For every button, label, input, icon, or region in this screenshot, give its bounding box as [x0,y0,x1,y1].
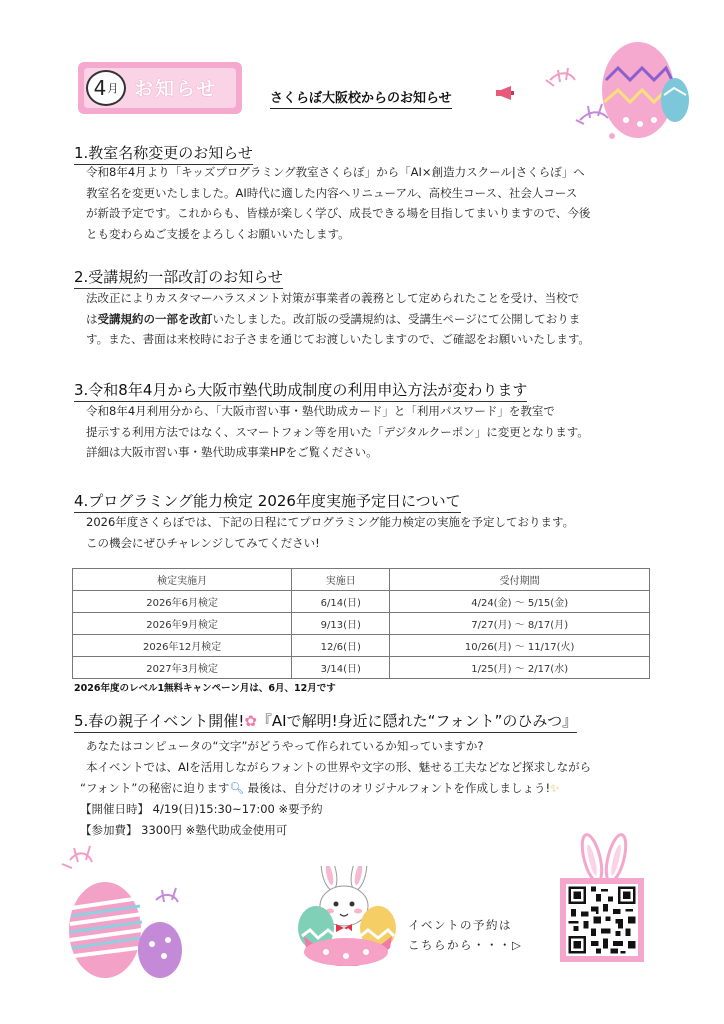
table-cell: 2026年12月検定 [73,635,292,657]
table-header: 検定実施月 [73,569,292,591]
table-row [73,613,650,635]
table-header: 実施日 [292,569,390,591]
section-2-body [86,288,590,350]
section-2-line: 法改正によりカスタマーハラスメント対策が事業者の義務として定められたことを受け、当校で [86,291,580,305]
table-cell: 7/27(月) ～ 8/17(月) [390,613,650,635]
event-datetime: 【開催日時】 4/19(日)15:30~17:00 ※要予約 [80,802,323,816]
section-1-body [86,162,590,244]
section-3-title: 3.令和8年4月から大阪市塾代助成制度の利用申込方法が変わります [74,379,527,402]
easter-eggs-decoration-top [540,40,690,150]
section-2-line: す。また、書面は来校時にお子さまを通じてお渡しいたしますので、ご確認をお願いいたします。 [86,332,590,346]
table-row [73,657,650,679]
section-3-line: 令和8年4月利用分から、「大阪市習い事・塾代助成カード」と「利用パスワード」を教室で [86,404,555,418]
section-1-line: 教室名を変更いたしました。AI時代に適した内容へリニューアル、高校生コース、社会人コース [86,185,578,200]
qr-code[interactable] [566,884,638,956]
month-unit: 月 [107,82,119,95]
table-cell: 2027年3月検定 [73,657,292,679]
table-header-row [73,569,650,591]
reservation-line: イベントの予約は [408,918,512,932]
table-row [73,591,650,613]
section-1-title: 1.教室名称変更のお知らせ [74,142,253,165]
month-number: 4 [93,76,107,100]
section-1-line: とも変わらぬご支援をよろしくお願いいたします。 [86,226,350,241]
schedule-table [72,568,650,679]
table-cell: 3/14(日) [292,657,390,679]
page-title: お知らせ [134,78,218,100]
campaign-note: 2026年度のレベル1無料キャンペーン月は、6月、12月です [74,683,336,694]
table-header: 受付期間 [390,569,650,591]
month-circle [86,70,126,106]
table-cell: 4/24(金) ～ 5/15(金) [390,591,650,613]
section-1-line: が新設予定です。これからも、皆様が楽しく学び、成長できる場を目指してまいりますので、今後 [86,206,591,220]
event-line: 本イベントでは、AIを活用しながらフォントの世界や文字の形、魅せる工夫などなど探求しながら [86,760,592,774]
bunny-egg-illustration [296,866,400,966]
reservation-text [408,915,522,955]
sakura-icon: ✿ [244,712,257,730]
section-4-line: 2026年度さくらぼでは、下記の日程にてプログラミング能力検定の実施を予定しております。 [86,515,575,529]
section-3-line: 提示する利用方法ではなく、スマートフォン等を用いた「デジタルクーポン」に変更となります。 [86,424,589,439]
reservation-line: こちらから・・・▷ [408,938,523,952]
section-2-line: は受講規約の一部を改訂いたしました。改訂版の受講規約は、受講生ページにて公開しておりま [86,311,581,326]
table-cell: 12/6(日) [292,635,390,657]
megaphone-icon [495,86,515,100]
table-row [73,635,650,657]
table-cell: 1/25(月) ～ 2/17(水) [390,657,650,679]
easter-eggs-decoration-bottom [60,840,200,980]
table-cell: 2026年9月検定 [73,613,292,635]
sparkle-icon: ✨︎ [550,781,560,795]
magnifier-icon: 🔍︎ [229,781,244,795]
bunny-ears-decoration [576,832,632,884]
section-2-title: 2.受講規約一部改訂のお知らせ [74,266,283,289]
table-cell: 9/13(日) [292,613,390,635]
section-5-title: 5.春の親子イベント開催!✿『AIで解明!身近に隠れた“フォント”のひみつ』 [74,710,577,733]
section-4-title: 4.プログラミング能力検定 2026年度実施予定日について [74,490,461,513]
event-body [80,736,592,841]
section-3-body [86,401,589,463]
section-4-body [86,512,574,553]
event-line: あなたはコンピュータの“文字”がどうやって作られているか知っていますか? [86,739,484,753]
event-fee: 【参加費】 3300円 ※塾代助成金使用可 [80,823,288,837]
section-3-line: 詳細は大阪市習い事・塾代助成事業HPをご覧ください。 [86,445,378,459]
bold-text: 受講規約の一部を改訂 [97,311,213,326]
section-1-line: 令和8年4月より「キッズプログラミング教室さくらぼ」から「AI×創造力スクール|さくらぼ」へ [86,165,585,179]
section-4-line: この機会にぜひチャレンジしてみてください! [86,535,320,550]
event-line: “フォント”の秘密に迫ります🔍︎ 最後は、自分だけのオリジナルフォントを作成しましょう!✨︎ [80,781,560,795]
table-cell: 10/26(月) ～ 11/17(火) [390,635,650,657]
qr-code-frame[interactable] [560,878,644,962]
table-cell: 6/14(日) [292,591,390,613]
page-subtitle: さくらぼ大阪校からのお知らせ [270,87,452,109]
table-cell: 2026年6月検定 [73,591,292,613]
